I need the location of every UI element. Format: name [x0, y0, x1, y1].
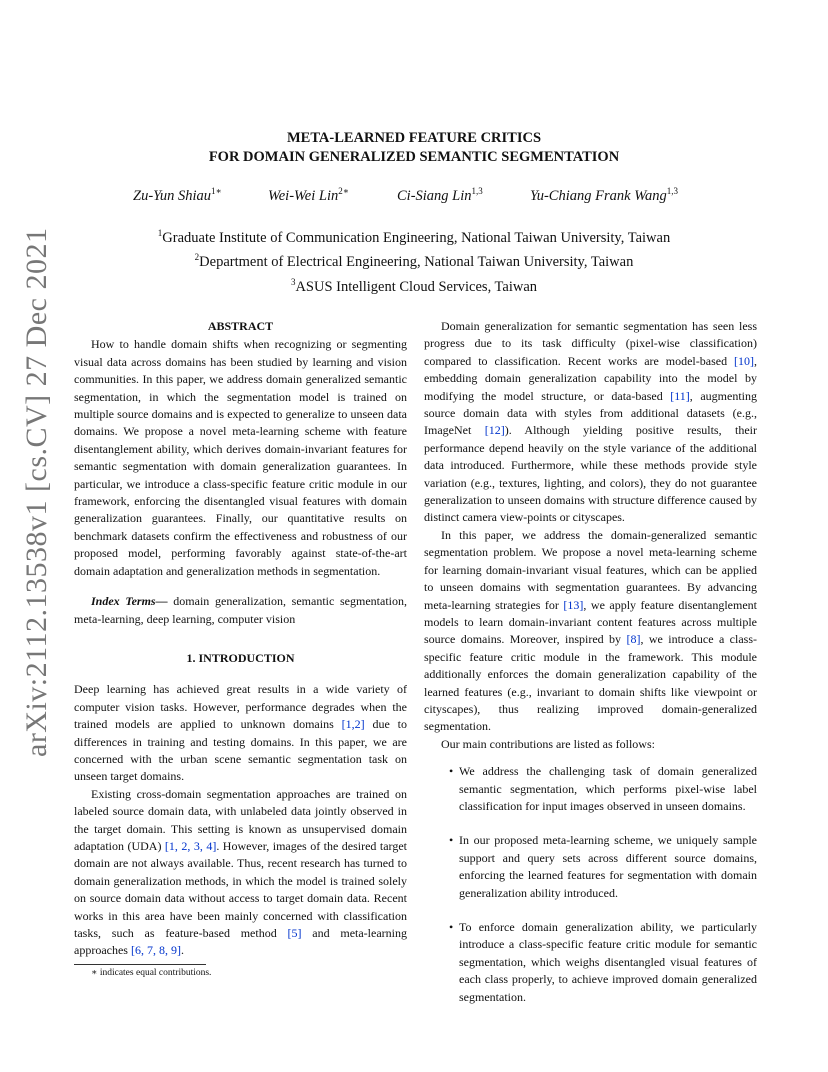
introduction-heading: 1. INTRODUCTION	[186, 650, 295, 665]
author-name: Yu-Chiang Frank Wang	[530, 187, 667, 204]
paragraph-text: , we introduce a class-specific feature critic module in the framework. This module additionally enforces the domain generalization capability of the learned features (e.g., invariant to domain shifts like viewpoint or cityscapes), thus realizing improved domain-generalized segmentation.	[424, 632, 757, 734]
author-name: Wei-Wei Lin	[268, 187, 339, 204]
citation-link[interactable]: [13]	[563, 597, 584, 612]
author-4	[530, 186, 678, 205]
citation-link[interactable]: 2,	[181, 838, 191, 853]
paragraph-text: , augmenting source domain data with styles from additional datasets (e.g., ImageNet	[424, 388, 758, 438]
list-item-text: In our proposed meta-learning scheme, we uniquely sample support and query sets across different source domains, enforcing the learned features for segmentation with domain generalization ability introduced.	[459, 833, 757, 900]
affiliation-text: Department of Electrical Engineering, National Taiwan University, Taiwan	[199, 254, 634, 271]
paragraph-text: In this paper, we address the domain-generalized semantic segmentation problem. We propose a novel meta-learning scheme for learning domain-invariant visual features, which can be applied to unseen domains with segmentation guarantees. By advancing meta-learning strategies for	[424, 527, 757, 612]
paragraph-text: and meta-learning approaches	[74, 926, 407, 958]
list-item-text: We address the challenging task of domain generalized semantic segmentation, which performs pixel-wise label classification for input images observed in unseen domains.	[459, 764, 757, 813]
affiliation-mark: 3	[290, 276, 296, 287]
list-item	[424, 763, 757, 815]
intro-paragraph-5: Our main contributions are listed as follows:	[441, 736, 655, 751]
index-terms	[74, 593, 407, 628]
affiliation-text: Graduate Institute of Communication Engineering, National Taiwan University, Taiwan	[162, 229, 671, 246]
citation-link[interactable]: [1,	[164, 838, 178, 853]
abstract-text: How to handle domain shifts when recognizing or segmenting visual data across domains has been studied by learning and vision communities. In this paper, we address domain generalized semantic segmentation, in which the segmentation model is trained on multiple source domains and is expected to generalize to unseen data domains. We propose a novel meta-learning scheme with feature disentanglement ability, which derives domain-invariant features for semantic segmentation with domain generalization guarantees. In particular, we introduce a class-specific feature critic module in our framework, enforcing the disentangled visual features with domain generalization guarantees. Finally, our quantitative results on benchmark datasets confirm the effectiveness and robustness of our proposed model, performing favorably against state-of-the-art domain adaptation and generalization methods in segmentation.	[74, 337, 407, 578]
citation-link[interactable]: 2]	[354, 717, 365, 732]
author-name: Zu-Yun Shiau	[133, 187, 212, 204]
paragraph-text: . However, images of the desired target domain are not always available. Thus, recent research has turned to domain generalization methods, in which the model is trained solely on source domain data without access to target domain data. Recent works in this area have been mainly concerned with classification tasks, such as feature-based method	[74, 838, 407, 940]
bullet-icon: •	[449, 833, 454, 848]
bullet-icon: •	[449, 764, 454, 779]
intro-paragraph-1	[74, 681, 407, 785]
citation-link[interactable]: [1,	[341, 717, 355, 732]
index-terms-text: domain generalization, semantic segmentation, meta-learning, deep learning, computer vision	[74, 594, 408, 626]
author-list	[0, 186, 828, 208]
citation-link[interactable]: [8]	[626, 632, 641, 647]
citation-link[interactable]: 4]	[206, 838, 217, 853]
author-2	[268, 186, 349, 205]
footnote: ∗ indicates equal contributions.	[91, 968, 212, 978]
contributions-list	[424, 763, 757, 1006]
author-affiliation-mark: 1∗	[211, 186, 222, 196]
affiliation-3	[0, 273, 828, 297]
abstract-heading: ABSTRACT	[207, 319, 274, 333]
affiliation-text: ASUS Intelligent Cloud Services, Taiwan	[295, 278, 538, 295]
affiliation-2	[0, 248, 828, 272]
paragraph-text: Deep learning has achieved great results in a wide variety of computer vision tasks. However, performance degrades when the trained models are applied to unknown domains	[74, 682, 407, 732]
paragraph-text: , we apply feature disentanglement models to learn domain-invariant content features across multiple source domains. Moreover, inspired by	[424, 597, 757, 647]
citation-link[interactable]: [12]	[484, 423, 505, 438]
intro-paragraph-3	[424, 318, 757, 527]
citation-link[interactable]: [6,	[130, 943, 144, 958]
paragraph-text: ). Although yielding positive results, their performance depend heavily on the style variance of the additional data introduced. Furthermore, while these methods provide style variation (e.g., textures, lighting, and colors), they do not guarantee generalization to unseen domains with structure difference caused by distinct camera view-points or cityscapes.	[424, 423, 757, 525]
arxiv-stamp: arXiv:2112.13538v1 [cs.CV] 27 Dec 2021	[20, 227, 53, 757]
paragraph-text: due to differences in training and testing domains. In this paper, we are concerned with the urban scene semantic segmentation task on unseen target domains.	[74, 717, 407, 784]
intro-paragraph-4	[424, 527, 757, 736]
list-item-text: To enforce domain generalization ability, we particularly introduce a class-specific feature critic module for semantic segmentation, which weighs disentangled visual features of each class properly, to achieve improved domain generalized segmentation.	[459, 920, 757, 1004]
author-name: Ci-Siang Lin	[397, 187, 472, 204]
title-line-2: FOR DOMAIN GENERALIZED SEMANTIC SEGMENTATION	[208, 149, 620, 165]
paragraph-text: Existing cross-domain segmentation approaches are trained on labeled source domain data, with unlabeled data jointly observed in the target domain. This setting is known as unsupervised domain adaptation (UDA)	[74, 786, 407, 853]
citation-link[interactable]: [5]	[287, 926, 302, 940]
citation-link[interactable]: [10]	[734, 353, 754, 368]
author-affiliation-mark: 2∗	[338, 186, 349, 196]
list-item	[424, 832, 757, 902]
affiliations	[0, 224, 828, 297]
affiliation-mark: 2	[194, 252, 200, 263]
author-3	[397, 186, 483, 205]
citation-link[interactable]: 8,	[158, 943, 168, 958]
citation-link[interactable]: 7,	[146, 943, 156, 958]
paper-title	[0, 129, 828, 167]
intro-paragraph-2	[74, 786, 407, 960]
citation-link[interactable]: 3,	[193, 838, 203, 853]
title-line-1: META-LEARNED FEATURE CRITICS	[286, 130, 542, 146]
left-column	[74, 318, 407, 960]
index-terms-label: Index Terms—	[91, 594, 168, 609]
citation-link[interactable]: [11]	[670, 388, 690, 403]
bullet-icon: •	[449, 920, 454, 934]
paragraph-text: .	[180, 943, 184, 958]
author-affiliation-mark: 1,3	[471, 186, 483, 196]
list-item	[424, 919, 757, 1006]
paragraph-text: , embedding domain generalization capability into the model by modifying the model structure, or data-based	[424, 353, 757, 403]
author-affiliation-mark: 1,3	[666, 186, 678, 196]
author-1	[133, 186, 222, 205]
footnote-rule	[74, 964, 206, 965]
affiliation-mark: 1	[157, 228, 163, 238]
affiliation-1	[0, 224, 828, 248]
right-column	[424, 318, 757, 1023]
citation-link[interactable]: 9]	[170, 943, 181, 958]
paragraph-text: Domain generalization for semantic segmentation has seen less progress due to its task difficulty (pixel-wise classification) compared to classification. Recent works are model-based	[424, 319, 757, 368]
